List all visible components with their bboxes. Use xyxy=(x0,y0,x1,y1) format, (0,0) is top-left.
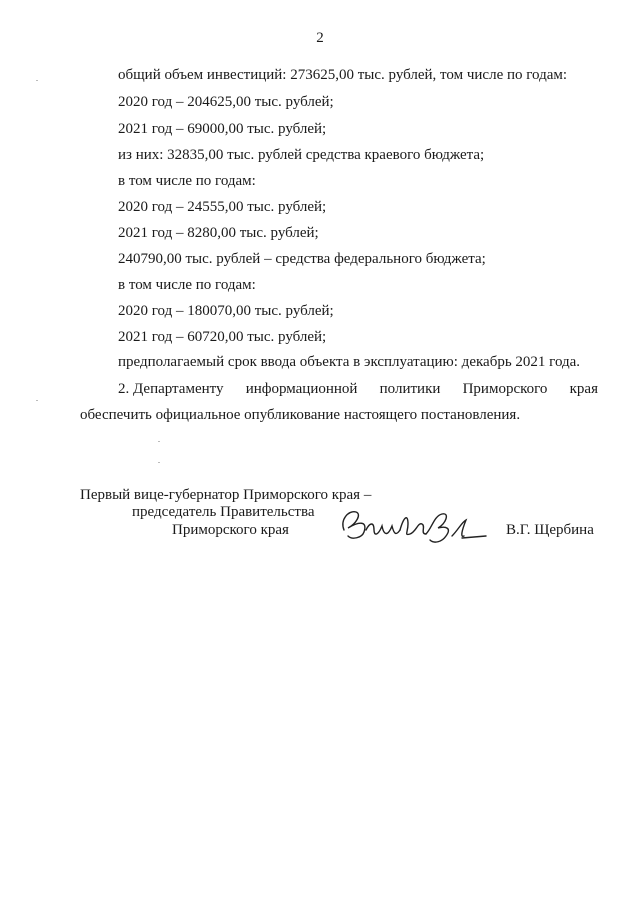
scan-speck xyxy=(36,400,38,401)
body-line-regional-budget: из них: 32835,00 тыс. рублей средства краевого бюджета; xyxy=(118,147,485,163)
item2-word-4: Приморского xyxy=(462,381,548,397)
item2-word-1: 2. Департаменту xyxy=(118,381,224,397)
signer-name: В.Г. Щербина xyxy=(506,522,594,538)
item2-word-5: края xyxy=(569,381,598,397)
scan-speck xyxy=(158,441,160,442)
signatory-title-line-2: председатель Правительства xyxy=(132,504,315,520)
scan-speck xyxy=(158,462,160,463)
body-line-2020-federal: 2020 год – 180070,00 тыс. рублей; xyxy=(118,303,334,319)
body-line-commissioning-date: предполагаемый срок ввода объекта в эксплуатацию: декабрь 2021 года. xyxy=(118,354,581,370)
item2-word-3: политики xyxy=(379,381,441,397)
paragraph-item-2-continuation: обеспечить официальное опубликование настоящего постановления. xyxy=(80,407,521,423)
body-line-2020-regional: 2020 год – 24555,00 тыс. рублей; xyxy=(118,199,327,215)
body-line-2021-regional: 2021 год – 8280,00 тыс. рублей; xyxy=(118,225,319,241)
body-line-federal-budget: 240790,00 тыс. рублей – средства федерального бюджета; xyxy=(118,251,486,267)
body-line-investment-total: общий объем инвестиций: 273625,00 тыс. рублей, том числе по годам: xyxy=(118,67,568,83)
handwritten-signature xyxy=(334,500,494,550)
paragraph-item-2-first-line xyxy=(118,380,598,398)
item2-word-2: информационной xyxy=(245,381,358,397)
body-line-by-years-regional: в том числе по годам: xyxy=(118,173,256,189)
signatory-title-line-1: Первый вице-губернатор Приморского края – xyxy=(80,487,372,503)
page-number: 2 xyxy=(316,30,324,46)
body-line-2020-total: 2020 год – 204625,00 тыс. рублей; xyxy=(118,94,334,110)
body-line-2021-total: 2021 год – 69000,00 тыс. рублей; xyxy=(118,121,327,137)
body-line-2021-federal: 2021 год – 60720,00 тыс. рублей; xyxy=(118,329,327,345)
body-line-by-years-federal: в том числе по годам: xyxy=(118,277,256,293)
scan-speck xyxy=(36,80,38,81)
signatory-title-line-3: Приморского края xyxy=(172,522,289,538)
